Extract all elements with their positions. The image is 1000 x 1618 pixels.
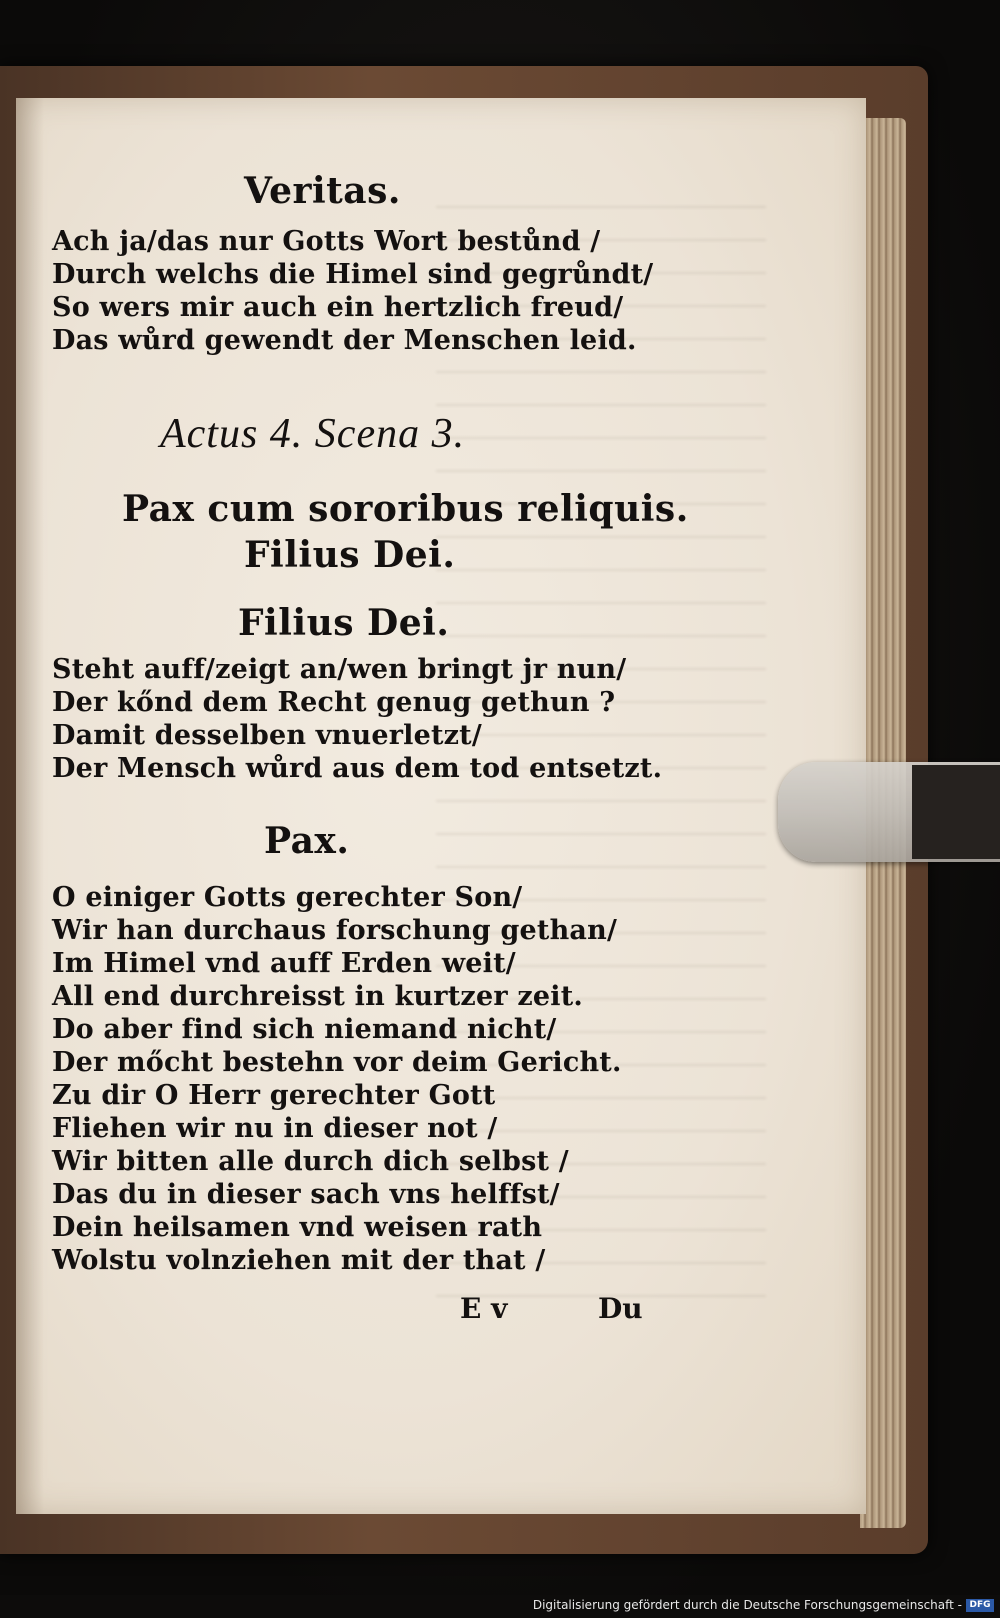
- catchword: Du: [598, 1292, 643, 1325]
- verse-line: Im Himel vnd auff Erden weit/: [52, 948, 516, 979]
- verse-line: O einiger Gotts gerechter Son/: [52, 882, 523, 913]
- signature-mark: E v: [460, 1292, 508, 1325]
- verse-line: Dein heilsamen vnd weisen rath: [52, 1212, 543, 1243]
- speaker-heading-filius-dei: Filius Dei.: [238, 602, 450, 644]
- verse-line: Do aber find sich niemand nicht/: [52, 1014, 557, 1045]
- funding-credit: Digitalisierung gefördert durch die Deutsche Forschungsgemeinschaft -: [532, 1598, 962, 1612]
- verse-line: So wers mir auch ein hertzlich freud/: [52, 292, 624, 323]
- characters-line: Filius Dei.: [244, 534, 456, 576]
- verse-line: Wir han durchaus forschung gethan/: [52, 915, 618, 946]
- verse-line: Zu dir O Herr gerechter Gott: [52, 1080, 496, 1111]
- speaker-heading-pax: Pax.: [264, 820, 350, 862]
- page-clip-shadow: [912, 765, 1000, 859]
- gutter-shadow: [16, 98, 44, 1514]
- verse-line: Durch welchs die Himel sind gegrůndt/: [52, 259, 654, 290]
- verse-line: Fliehen wir nu in dieser not /: [52, 1113, 498, 1144]
- verse-line: Steht auff/zeigt an/wen bringt jr nun/: [52, 654, 627, 685]
- dfg-logo: DFG: [966, 1599, 994, 1612]
- verse-line: Damit desselben vnuerletzt/: [52, 720, 482, 751]
- verse-line: Wolstu volnziehen mit der that /: [52, 1245, 546, 1276]
- verse-line: All end durchreisst in kurtzer zeit.: [52, 981, 583, 1012]
- verse-line: Der mőcht bestehn vor deim Gericht.: [52, 1047, 622, 1078]
- characters-line: Pax cum sororibus reliquis.: [122, 488, 689, 530]
- act-scene-heading: Actus 4. Scena 3.: [160, 411, 466, 457]
- verse-line: Das du in dieser sach vns helffst/: [52, 1179, 560, 1210]
- verse-line: Der Mensch wůrd aus dem tod entsetzt.: [52, 753, 663, 784]
- verse-line: Das wůrd gewendt der Menschen leid.: [52, 325, 637, 356]
- verse-line: Ach ja/das nur Gotts Wort bestůnd /: [52, 226, 601, 257]
- speaker-heading-veritas: Veritas.: [244, 170, 401, 212]
- verse-line: Der kőnd dem Recht genug gethun ?: [52, 687, 616, 718]
- verse-line: Wir bitten alle durch dich selbst /: [52, 1146, 569, 1177]
